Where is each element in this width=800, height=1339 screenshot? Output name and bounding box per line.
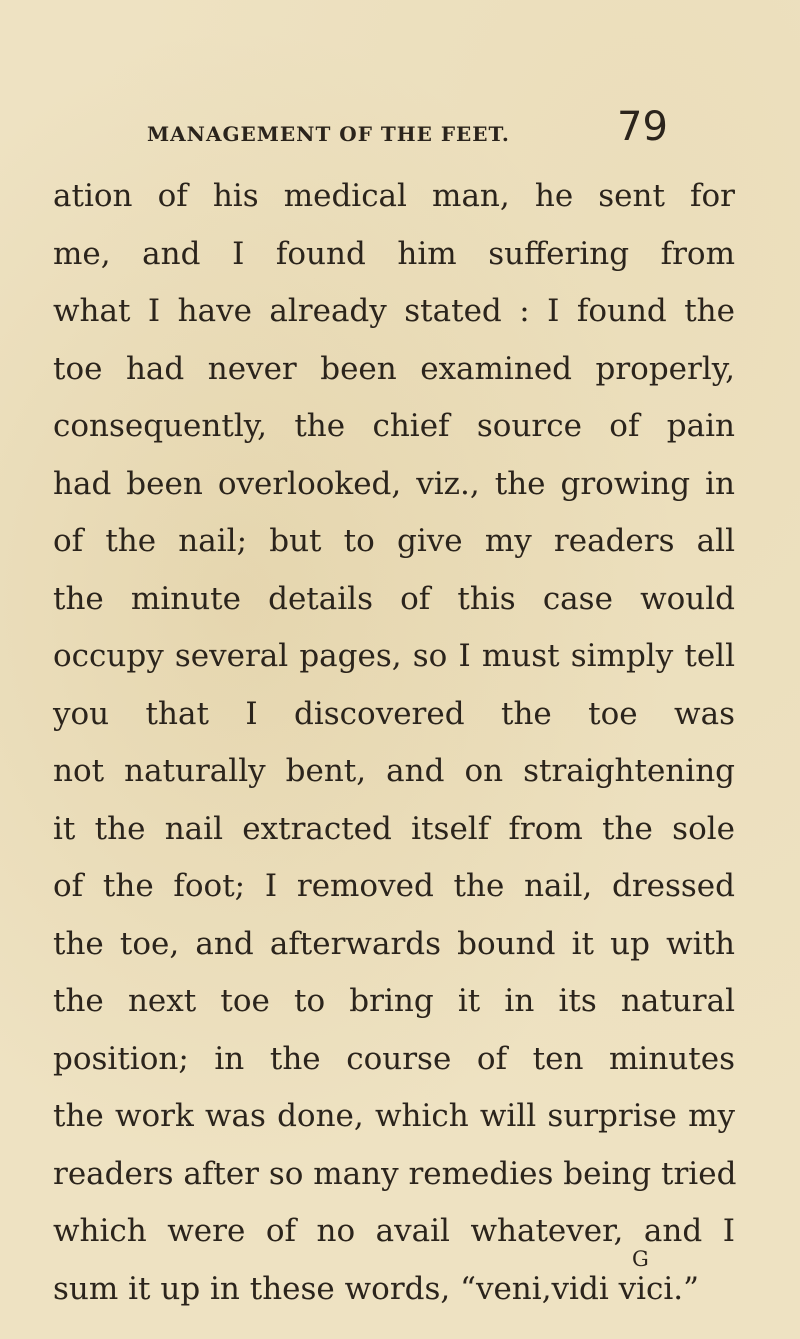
text-line: position; in the course of ten minutes [53,1040,735,1077]
text-line: sum it up in these words, “veni,vidi vici.” [53,1270,699,1307]
text-line: me, and I found him suffering from [53,235,735,272]
text-line: occupy several pages, so I must simply tell [53,638,735,674]
text-line: the toe, and afterwards bound it up with [53,925,735,962]
signature-mark: G [632,1247,649,1271]
text-line: which were of no avail whatever, and I [53,1213,735,1249]
text-line: it the nail extracted itself from the sole [53,810,735,847]
text-line: the minute details of this case would [53,580,735,617]
text-line: the work was done, which will surprise my [53,1098,735,1134]
text-line: not naturally bent, and on straightening [53,753,735,789]
text-line: what I have already stated : I found the [53,293,735,329]
text-line: had been overlooked, viz., the growing in [53,465,735,502]
text-line: ation of his medical man, he sent for [53,178,735,214]
text-line: of the foot; I removed the nail, dressed [53,868,735,904]
body-text [53,168,753,1318]
text-line: of the nail; but to give my readers all [53,523,735,559]
text-line: the next toe to bring it in its natural [53,983,735,1019]
page-number: 79 [617,104,668,150]
text-line: consequently, the chief source of pain [53,408,735,444]
text-line: you that I discovered the toe was [53,695,735,732]
text-line: toe had never been examined properly, [53,350,735,387]
running-head: MANAGEMENT OF THE FEET. [147,122,510,146]
text-line: readers after so many remedies being tried [53,1155,737,1192]
page-header [0,104,800,160]
